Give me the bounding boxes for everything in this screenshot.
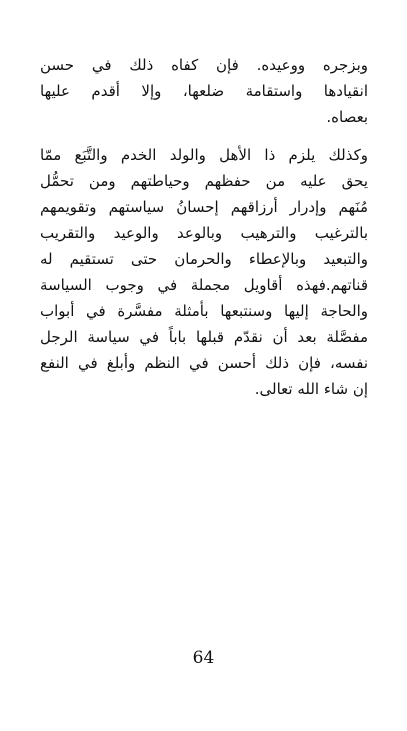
text-line: والتبعيد وبالإعطاء والحرمان حتى تستقيم له [40,250,368,268]
page-number: 64 [192,648,215,668]
paragraph-gap [40,130,368,142]
text-line: يحق عليه من حفظهم وحياطتهم ومن تحمُّل [40,172,368,190]
text-line: والحاجة إليها وسنتبعها بأمثلة مفسَّرة في أبواب [40,302,368,320]
text-line: مفصَّلة بعد أن نقدّم قبلها باباً في سياسة الرجل [40,328,368,346]
text-line: وكذلك يلزم ذا الأهل والولد الخدم والتَّبَع ممّا [40,146,368,164]
text-line: بعصاه. [326,108,368,126]
text-line: وبزجره ووعيده. فإن كفاه ذلك في حسن [40,56,368,74]
text-line: نفسه، فإن ذلك أحسن في النظم وأبلغ في النفع [40,354,368,372]
text-line: مُنَهم وإدرار أرزاقهم إحسانُ سياستهم وتقويمهم [40,198,368,216]
text-line: بالترغيب والترهيب وبالوعد والوعيد والتقريب [40,224,368,242]
body-text [40,52,368,402]
text-line: إن شاء الله تعالى. [254,380,368,398]
text-line: انقيادها واستقامة ضلعها، وإلا أقدم عليها [40,82,368,100]
text-line: قناتهم.فهذه أقاويل مجملة في وجوب السياسة [40,276,368,294]
